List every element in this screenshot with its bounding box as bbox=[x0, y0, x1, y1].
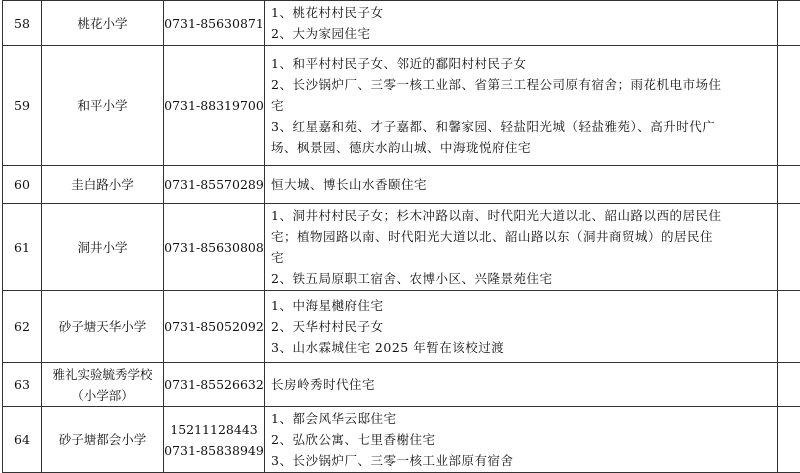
phone-number: 0731-85630808 bbox=[164, 237, 264, 258]
area-line: 2、大为家园住宅 bbox=[271, 23, 771, 44]
school-district-table bbox=[2, 0, 800, 473]
area-line: 1、和平村村民子女、邻近的鄱阳村村民子女 bbox=[271, 53, 771, 74]
table-row bbox=[3, 1, 800, 46]
area-cell bbox=[265, 166, 778, 204]
phone-cell bbox=[164, 204, 265, 291]
phone-cell bbox=[164, 291, 265, 363]
school-name: 砂子塘都会小学 bbox=[42, 407, 164, 473]
area-line: 2、长沙锅炉厂、三零一核工业部、省第三工程公司原有宿舍；雨花机电市场住 bbox=[271, 74, 771, 95]
area-line: 2、弘欣公寓、七里香榭住宅 bbox=[271, 429, 771, 450]
empty-cell bbox=[778, 166, 800, 204]
table-row bbox=[3, 407, 800, 473]
area-cell bbox=[265, 46, 778, 166]
school-name: 砂子塘天华小学 bbox=[42, 291, 164, 363]
school-name: 圭白路小学 bbox=[42, 166, 164, 204]
phone-number: 0731-85570289 bbox=[164, 174, 264, 195]
area-line: 2、天华村村民子女 bbox=[271, 316, 771, 337]
empty-cell bbox=[778, 204, 800, 291]
area-cell bbox=[265, 363, 778, 407]
empty-cell bbox=[778, 1, 800, 46]
area-line: 1、洞井村村民子女；杉木冲路以南、时代阳光大道以北、韶山路以西的居民住 bbox=[271, 205, 771, 226]
empty-cell bbox=[778, 363, 800, 407]
phone-cell bbox=[164, 166, 265, 204]
table-row bbox=[3, 166, 800, 204]
area-line: 1、都会风华云邸住宅 bbox=[271, 408, 771, 429]
phone-cell bbox=[164, 363, 265, 407]
area-line: 1、桃花村村民子女 bbox=[271, 2, 771, 23]
school-name: 雅礼实验毓秀学校（小学部） bbox=[42, 363, 164, 407]
table-row bbox=[3, 291, 800, 363]
empty-cell bbox=[778, 407, 800, 473]
empty-cell bbox=[778, 46, 800, 166]
area-line: 2、铁五局原职工宿舍、农博小区、兴隆景苑住宅 bbox=[271, 268, 771, 289]
school-name: 和平小学 bbox=[42, 46, 164, 166]
phone-number: 0731-85526632 bbox=[164, 374, 264, 395]
row-number: 59 bbox=[3, 46, 42, 166]
phone-number: 0731-85630871 bbox=[164, 13, 264, 34]
area-line: 3、长沙锅炉厂、三零一核工业部原有宿舍 bbox=[271, 450, 771, 471]
area-line: 宅 bbox=[271, 95, 771, 116]
area-line: 宅；植物园路以南、时代阳光大道以北、韶山路以东（洞井商贸城）的居民住 bbox=[271, 226, 771, 247]
school-name: 洞井小学 bbox=[42, 204, 164, 291]
area-line: 长房岭秀时代住宅 bbox=[271, 374, 771, 395]
phone-number: 0731-85838949 bbox=[164, 440, 264, 461]
school-name: 桃花小学 bbox=[42, 1, 164, 46]
table-row bbox=[3, 204, 800, 291]
area-line: 1、中海星樾府住宅 bbox=[271, 295, 771, 316]
area-cell bbox=[265, 1, 778, 46]
area-cell bbox=[265, 291, 778, 363]
area-line: 3、山水霖城住宅 2025 年暂在该校过渡 bbox=[271, 337, 771, 358]
area-line: 场、枫景园、德庆水韵山城、中海珑悦府住宅 bbox=[271, 137, 771, 158]
phone-number: 0731-85052092 bbox=[164, 316, 264, 337]
area-cell bbox=[265, 204, 778, 291]
area-line: 恒大城、博长山水香颐住宅 bbox=[271, 174, 771, 195]
table-row bbox=[3, 363, 800, 407]
row-number: 61 bbox=[3, 204, 42, 291]
area-line: 宅 bbox=[271, 247, 771, 268]
table-row bbox=[3, 46, 800, 166]
area-cell bbox=[265, 407, 778, 473]
row-number: 60 bbox=[3, 166, 42, 204]
phone-number: 15211128443 bbox=[164, 419, 264, 440]
phone-cell bbox=[164, 1, 265, 46]
area-line: 3、红星嘉和苑、才子嘉都、和馨家园、轻盐阳光城（轻盐雅苑）、高升时代广 bbox=[271, 116, 771, 137]
row-number: 62 bbox=[3, 291, 42, 363]
row-number: 58 bbox=[3, 1, 42, 46]
phone-cell bbox=[164, 46, 265, 166]
empty-cell bbox=[778, 291, 800, 363]
phone-cell bbox=[164, 407, 265, 473]
phone-number: 0731-88319700 bbox=[164, 95, 264, 116]
row-number: 63 bbox=[3, 363, 42, 407]
row-number: 64 bbox=[3, 407, 42, 473]
